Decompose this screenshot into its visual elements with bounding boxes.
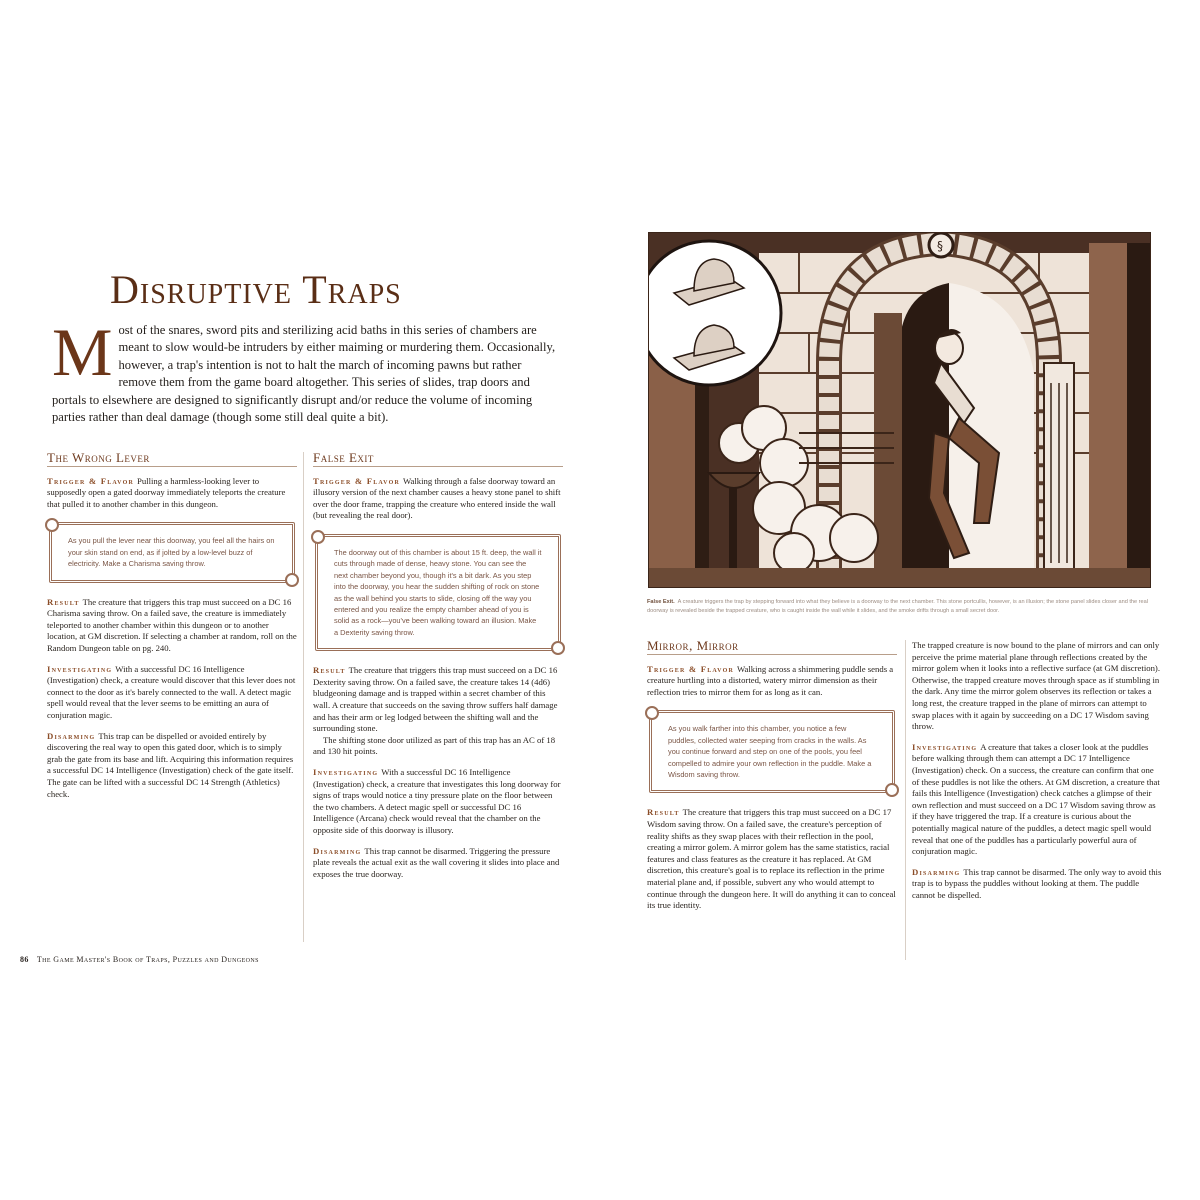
disarming-paragraph (47, 731, 297, 801)
page-number: 86 (20, 955, 29, 964)
disarming-label: Disarming (912, 866, 961, 877)
trigger-label: Trigger & Flavor (47, 475, 134, 486)
trigger-paragraph (647, 664, 897, 699)
result-text: The creature that triggers this trap must succeed on a DC 17 Wisdom saving throw. On a failed save, the creature's perception of reality shifts as they swap places with their reflection in the pool, creating a mirror golem. A mirror golem has the same statistics, racial features and class features as the creature it has replaced. At GM discretion, this creature's goal is to replace its reflection in the prime material plane and, if possible, subvert any who would attempt to continue through the dungeon here. It will do anything it can to conceal its true identity. (647, 807, 896, 911)
investigating-text: With a successful DC 16 Intelligence (Investigation) check, a creature would discover that this lever does not connect to the door as it's barely connected to the wall. A detect magic spell would reveal that the lever seems to be emitting an aura of conjuration magic. (47, 663, 296, 720)
running-title: The Game Master's Book of Traps, Puzzles and Dungeons (36, 955, 259, 964)
chapter-title: Disruptive Traps (110, 267, 402, 312)
investigating-paragraph (912, 742, 1162, 858)
caption-text: A creature triggers the trap by stepping forward into what they believe is a doorway to the next chamber. This stone portcullis, however, is an illusion; the stone panel slides closer and the real doorway is revealed beside the trapped creature, who is caught inside the wall while it slides, and the smoke drifts through a small secret door. (647, 599, 1149, 614)
investigating-text: With a successful DC 16 Intelligence (Investigation) check, a creature that investigates this long doorway for signs of traps would notice a tiny pressure plate on the floor between the two chambers. A detect magic spell or successful DC 16 Intelligence (Arcana) check would reveal that the chamber on the opposite side of this doorway is illusory. (313, 766, 561, 835)
column-divider (905, 640, 906, 960)
investigating-label: Investigating (313, 766, 379, 777)
trigger-label: Trigger & Flavor (647, 663, 734, 674)
trigger-paragraph (47, 476, 297, 511)
drop-cap: M (52, 314, 113, 390)
trap-mirror-mirror-continued (912, 640, 1162, 910)
disarming-text: This trap cannot be disarmed. The only way to avoid this trap is to bypass the puddles without looking at them. The puddle cannot be dispelled. (912, 866, 1162, 900)
dungeon-doorway-illustration-icon (649, 233, 1151, 588)
caption-label: False Exit. (647, 599, 675, 605)
result-paragraph (313, 665, 563, 735)
result-extra-paragraph: The trapped creature is now bound to the plane of mirrors and can only perceive the prime material plane through reflections created by the mirror golem when it looks into a reflective surface (at GM discretion). Otherwise, the trapped creature moves through space as if stumbling in the dark. Any time the mirror golem observes its reflection or takes a long rest, the creature trapped in the plane of mirrors can attempt to swap places with it again by succeeding on a DC 17 Wisdom saving throw. (912, 640, 1160, 732)
result-label: Result (47, 596, 80, 607)
disarming-label: Disarming (313, 845, 362, 856)
column-divider (303, 452, 304, 942)
page-footer (20, 955, 259, 964)
result-paragraph (647, 807, 897, 911)
investigating-paragraph (47, 664, 297, 722)
svg-text:§: § (937, 239, 943, 253)
trigger-text: Walking through a false doorway toward an illusory version of the next chamber causes a heavy stone panel to shift over the door frame, trapping the creature who entered inside the wall (but revealing the real door). (313, 475, 561, 521)
false-exit-illustration (648, 232, 1151, 588)
trap-the-wrong-lever (47, 452, 297, 809)
intro-text: ost of the snares, sword pits and sterilizing acid baths in this series of chambers are meant to slow would-be intruders by either maiming or murdering them. Occasionally, however, a trap's intention is not to halt the march of incoming pawns but rather remove them from the game board altogether. This series of slides, trap doors and portals to elsewhere are designed to significantly disrupt and/or reduce the volume of incoming parties rather than deal damage (though some still deal quite a bit). (52, 323, 556, 425)
trap-false-exit (313, 452, 563, 889)
result-extra-paragraph: The shifting stone door utilized as part of this trap has an AC of 18 and 130 hit points. (313, 734, 556, 757)
chapter-intro (52, 314, 562, 426)
result-label: Result (647, 807, 680, 818)
read-aloud-box: As you pull the lever near this doorway, you feel all the hairs on your skin stand on end, as if jolted by a low-level buzz of electricity. Make a Charisma saving throw. (49, 522, 295, 582)
section-heading: False Exit (313, 452, 563, 467)
investigating-label: Investigating (47, 663, 113, 674)
result-label: Result (313, 665, 346, 676)
result-text: The creature that triggers this trap must succeed on a DC 16 Charisma saving throw. On a failed save, the creature is immediately teleported to another chamber within this dungeon or to another location, at GM discretion. If selecting a chamber at random, roll on the Random Dungeon table on pg. 240. (47, 596, 297, 653)
read-aloud-box: The doorway out of this chamber is about 15 ft. deep, the wall it cuts through made of dense, heavy stone. You can see the next chamber beyond you, though it's a bit dark. As you step into the doorway, you hear the sudden shifting of rock on stone as the wall behind you starts to slide, closing off the way you entered and you realize the empty chamber ahead of you is solid as a rock—you've been walking toward an illusion. Make a Dexterity saving throw. (315, 534, 561, 651)
trigger-label: Trigger & Flavor (313, 475, 400, 486)
trigger-text: Walking across a shimmering puddle sends a creature hurtling into a distorted, watery mirror dimension as their reflection tries to mirror them for as long as it can. (647, 663, 894, 697)
disarming-label: Disarming (47, 730, 96, 741)
trigger-paragraph (313, 476, 563, 522)
result-text: The creature that triggers this trap must succeed on a DC 16 Dexterity saving throw. On a failed save, the creature takes 14 (4d6) bludgeoning damage and is trapped within a secret chamber of this wall. A creature that succeeds on the saving throw suffers half damage and has their arm or leg lodged between the shifting wall and the surrounding stone. (313, 665, 558, 734)
investigating-text: A creature that takes a closer look at the puddles before walking through them can attempt a DC 17 Intelligence (Investigation) check. On a success, the creature can confirm that one of these puddles is not like the others. At GM discretion, a creature that fails this Intelligence (Investigation) check catches a glimpse of their own reflection and must succeed on a DC 17 Wisdom saving throw as if they have triggered the trap. If a creature is curious about the potentially magical nature of the puddles, a detect magic spell would reveal that one of the puddles has a particularly powerful aura of conjuration magic. (912, 741, 1160, 857)
disarming-paragraph (912, 867, 1162, 902)
trigger-text: Pulling a harmless-looking lever to supposedly open a gated doorway immediately teleports the creature that pulled it to another chamber in this dungeon. (47, 475, 286, 509)
trap-mirror-mirror (647, 640, 897, 921)
disarming-text: This trap cannot be disarmed. Triggering the pressure plate reveals the actual exit as the wall covering it slides into place and exposes the true doorway. (313, 845, 560, 879)
result-paragraph (47, 597, 297, 655)
disarming-text: This trap can be dispelled or avoided entirely by discovering the real way to open this gated door, which is to simply grab the gate from its base and lift. Acquiring this information requires a successful DC 14 Intelligence (Investigation) check of the gate itself. The gate can be lifted with a successful DC 14 Strength (Athletics) check. (47, 730, 294, 799)
section-heading: The Wrong Lever (47, 452, 297, 467)
investigating-label: Investigating (912, 741, 978, 752)
read-aloud-box: As you walk farther into this chamber, you notice a few puddles, collected water seeping from cracks in the walls. As you continue forward and step on one of the pools, you feel compelled to admire your own reflection in the puddle. Make a Wisdom saving throw. (649, 710, 895, 793)
investigating-paragraph (313, 767, 563, 837)
disarming-paragraph (313, 846, 563, 881)
illustration-caption (647, 598, 1152, 615)
section-heading: Mirror, Mirror (647, 640, 897, 655)
